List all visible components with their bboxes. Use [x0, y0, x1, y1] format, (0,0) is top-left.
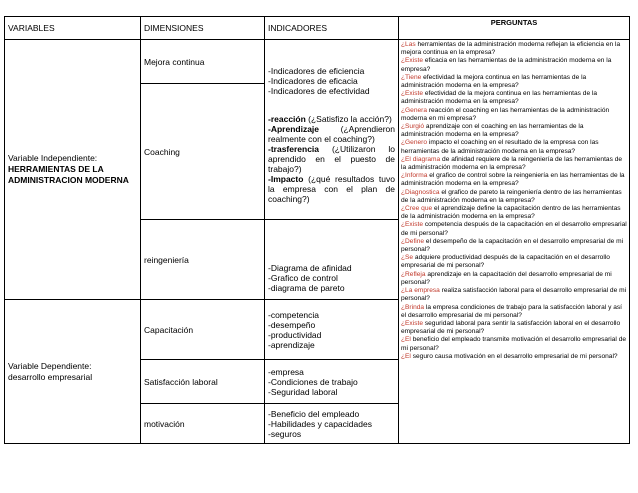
- dependent-indicators-b: [265, 360, 399, 404]
- dependent-variable-cell: [5, 300, 141, 444]
- indicator-item: -Indicadores de eficacia: [268, 76, 358, 86]
- dimension-satisfaccion: Satisfacción laboral: [141, 360, 265, 404]
- question: ¿El beneficio del empleado transmite motivación el desarrollo empresarial de mi personal?: [401, 336, 627, 352]
- indicator-item: -desempeño: [268, 319, 316, 330]
- indicator-item: -diagrama de pareto: [268, 283, 345, 293]
- dimension-mejora: Mejora continua: [141, 40, 265, 84]
- dimension-reingenieria: reingeniería: [141, 220, 265, 300]
- question: ¿Refleja aprendizaje en la capacitación del desarrollo empresarial de mi personal?: [401, 270, 612, 286]
- question: ¿Se adquiere productividad después de la capacitación en el desarrollo empresarial de mi personal?: [401, 254, 610, 270]
- independent-label: Variable Independiente:: [8, 153, 98, 163]
- dimension-coaching: Coaching: [141, 84, 265, 220]
- header-indicadores: INDICADORES: [265, 17, 399, 40]
- coaching-indicator: -Aprendizaje (¿Aprendieron realmente con el coaching?): [268, 124, 395, 144]
- question: ¿El seguro causa motivación en el desarrollo empresarial de mi personal?: [401, 352, 618, 360]
- independent-indicators-ab: [265, 40, 399, 220]
- indicator-item: -Diagrama de afinidad: [268, 263, 352, 273]
- header-dimensiones: DIMENSIONES: [141, 17, 265, 40]
- question: ¿Diagnostica el grafico de pareto la reingeniería dentro de las herramientas de la administración moderna en la empresa?: [401, 188, 622, 204]
- header-row: [5, 17, 630, 40]
- operationalization-table: [4, 16, 630, 444]
- indicator-item: -Beneficio del empleado: [268, 408, 360, 419]
- header-variables: VARIABLES: [5, 17, 141, 40]
- question: ¿Brinda la empresa condiciones de trabajo para la satisfacción laboral y así el desarrollo empresarial de mi personal?: [401, 303, 623, 319]
- coaching-indicator: -reacción (¿Satisfizo la acción?): [268, 114, 392, 124]
- dependent-name: desarrollo empresarial: [8, 371, 93, 382]
- question: ¿Informa el grafico de control sobre la reingeniería en las herramientas de la administración moderna en la empresa?: [401, 172, 625, 188]
- header-preguntas: PERGUNTAS: [399, 17, 630, 40]
- question: ¿Existe competencia después de la capacitación en el desarrollo empresarial de mi personal?: [401, 221, 627, 237]
- indicator-item: -Habilidades y capacidades: [268, 418, 372, 429]
- independent-indicators-c: [265, 220, 399, 300]
- indicator-item: -aprendizaje: [268, 339, 315, 350]
- question: ¿Tiene efectividad la mejora continua en las herramientas de la administración moderna en la empresa?: [401, 73, 587, 90]
- row-mejora: [5, 40, 630, 84]
- question: ¿Surgió aprendizaje con el coaching en las herramientas de la administración moderna en la empresa?: [401, 123, 584, 139]
- dependent-indicators-a: [265, 300, 399, 360]
- dependent-indicators-c: [265, 404, 399, 444]
- question: ¿Genera reacción el coaching en las herramientas de la administración moderna en mi empresa?: [401, 106, 610, 122]
- coaching-indicator: -trasferencia (¿Utilizaron lo aprendido en el puesto de trabajo?): [268, 144, 395, 174]
- question: ¿Las herramientas de la administración moderna reflejan la eficiencia en la mejora continua en la empresa?: [401, 41, 621, 57]
- indicator-item: -empresa: [268, 366, 304, 377]
- independent-name: HERRAMIENTAS DE LA ADMINISTRACION MODERNA: [8, 164, 129, 185]
- dimension-motivacion: motivación: [141, 404, 265, 444]
- dependent-label: Variable Dependiente:: [8, 360, 92, 371]
- indicator-item: -seguros: [268, 428, 302, 439]
- dimension-capacitacion: Capacitación: [141, 300, 265, 360]
- question: ¿El diagrama de afinidad requiere de la reingeniería de las herramientas de la administración moderna en la empresa?: [401, 155, 623, 172]
- indicator-item: -Indicadores de eficiencia: [268, 66, 365, 76]
- question: ¿Existe eficacia en las herramientas de la administración moderna en la empresa?: [401, 57, 612, 73]
- question: ¿Existe efectividad de la mejora continua en las herramientas de la administración moderna en la empresa?: [401, 90, 598, 106]
- question: ¿Existe seguridad laboral para sentir la satisfacción laboral en el desarrollo empresarial de mi personal?: [401, 319, 621, 336]
- independent-variable-cell: [5, 40, 141, 300]
- indicator-item: -productividad: [268, 329, 322, 340]
- question: ¿Genero impacto el coaching en el resultado de la empresa con las herramientas de la administración moderna en la empresa?: [401, 139, 599, 155]
- indicator-item: -Indicadores de efectividad: [268, 86, 370, 96]
- coaching-indicator: -Impacto (¿qué resultados tuvo la empresa con el plan de coaching?): [268, 174, 395, 204]
- indicator-item: -Condiciones de trabajo: [268, 376, 358, 387]
- question: ¿Cree que el aprendizaje define la capacitación dentro de las herramientas de la administración moderna en la empresa?: [401, 205, 621, 221]
- question: ¿La empresa realiza satisfacción laboral para el desarrollo empresarial de mi personal?: [401, 287, 627, 303]
- question: ¿Define el desempeño de la capacitación en el desarrollo empresarial de mi personal?: [401, 237, 624, 254]
- questions-cell: [399, 40, 630, 444]
- indicator-item: -competencia: [268, 309, 320, 320]
- indicator-item: -Seguridad laboral: [268, 386, 338, 397]
- indicator-item: -Grafico de control: [268, 273, 338, 283]
